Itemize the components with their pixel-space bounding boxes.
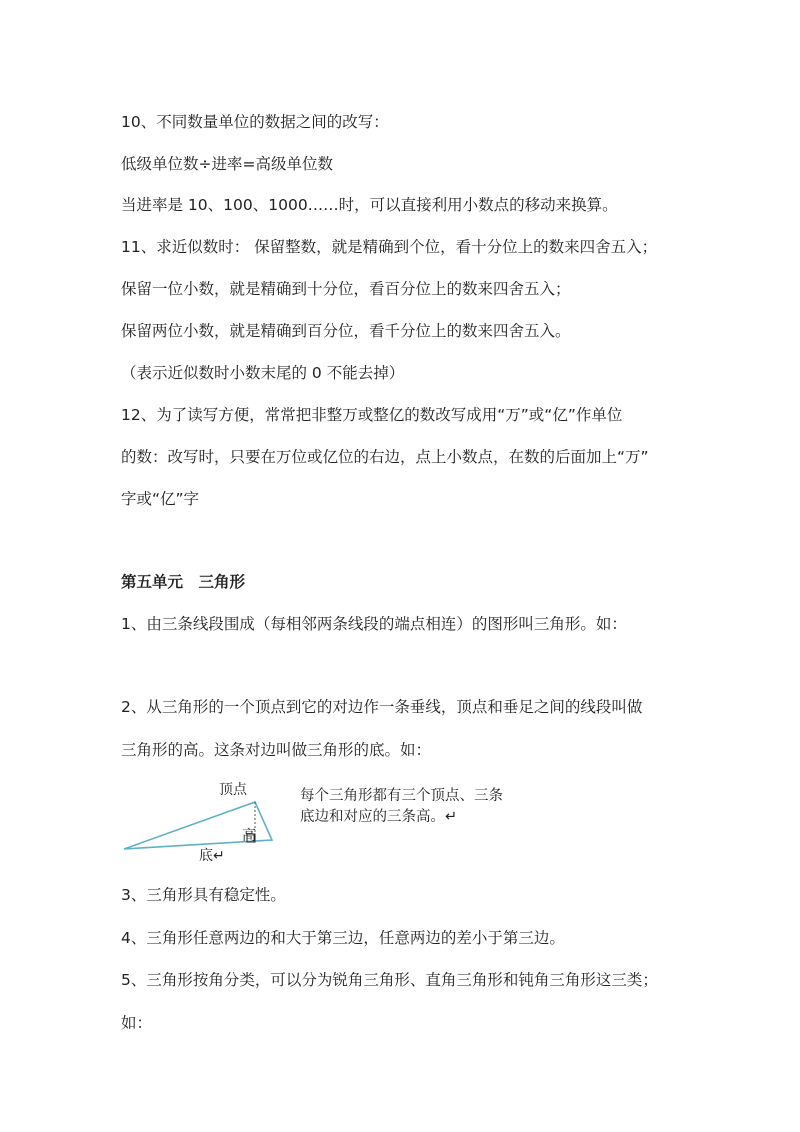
section-12-line-3: 字或“亿”字 — [121, 490, 200, 508]
diagram-note-line-2: 底边和对应的三条高。↵ — [300, 809, 458, 825]
triangle-height-diagram — [120, 778, 300, 868]
section-10-title: 10、不同数量单位的数据之间的改写： — [121, 113, 389, 131]
unit-5-item-5-line-1: 5、三角形按角分类，可以分为锐角三角形、直角三角形和钝角三角形这三类； — [121, 971, 658, 989]
unit-5-item-2-line-2: 三角形的高。这条对边叫做三角形的底。如： — [121, 741, 432, 759]
section-11-line-2: 保留一位小数，就是精确到十分位，看百分位上的数来四舍五入； — [121, 280, 571, 298]
unit-5-heading: 第五单元 三角形 — [121, 573, 246, 591]
height-label: 高 — [242, 828, 256, 844]
section-10-note: 当进率是 10、100、1000……时，可以直接利用小数点的移动来换算。 — [121, 196, 618, 214]
base-label: 底↵ — [199, 848, 225, 864]
section-11-line-3: 保留两位小数，就是精确到百分位，看千分位上的数来四舍五入。 — [121, 322, 571, 340]
section-12-line-1: 12、为了读写方便，常常把非整万或整亿的数改写成用“万”或“亿”作单位 — [121, 406, 623, 424]
triangle-height-figure — [120, 778, 540, 868]
diagram-note-line-1: 每个三角形都有三个顶点、三条 — [300, 788, 503, 804]
section-12-line-2: 的数：改写时，只要在万位或亿位的右边，点上小数点，在数的后面加上“万” — [121, 448, 649, 466]
unit-5-item-1: 1、由三条线段围成（每相邻两条线段的端点相连）的图形叫三角形。如： — [121, 615, 627, 633]
section-10-formula: 低级单位数÷进率=高级单位数 — [121, 155, 333, 173]
unit-5-item-4: 4、三角形任意两边的和大于第三边，任意两边的差小于第三边。 — [121, 929, 565, 947]
section-11-note: （表示近似数时小数末尾的 0 不能去掉） — [121, 364, 405, 382]
section-11-title: 11、求近似数时： 保留整数，就是精确到个位，看十分位上的数来四舍五入； — [121, 238, 658, 256]
unit-5-item-2-line-1: 2、从三角形的一个顶点到它的对边作一条垂线，顶点和垂足之间的线段叫做 — [121, 698, 643, 716]
unit-5-item-5-line-2: 如： — [121, 1014, 153, 1032]
vertex-label: 顶点 — [219, 782, 247, 798]
unit-5-item-3: 3、三角形具有稳定性。 — [121, 886, 286, 904]
